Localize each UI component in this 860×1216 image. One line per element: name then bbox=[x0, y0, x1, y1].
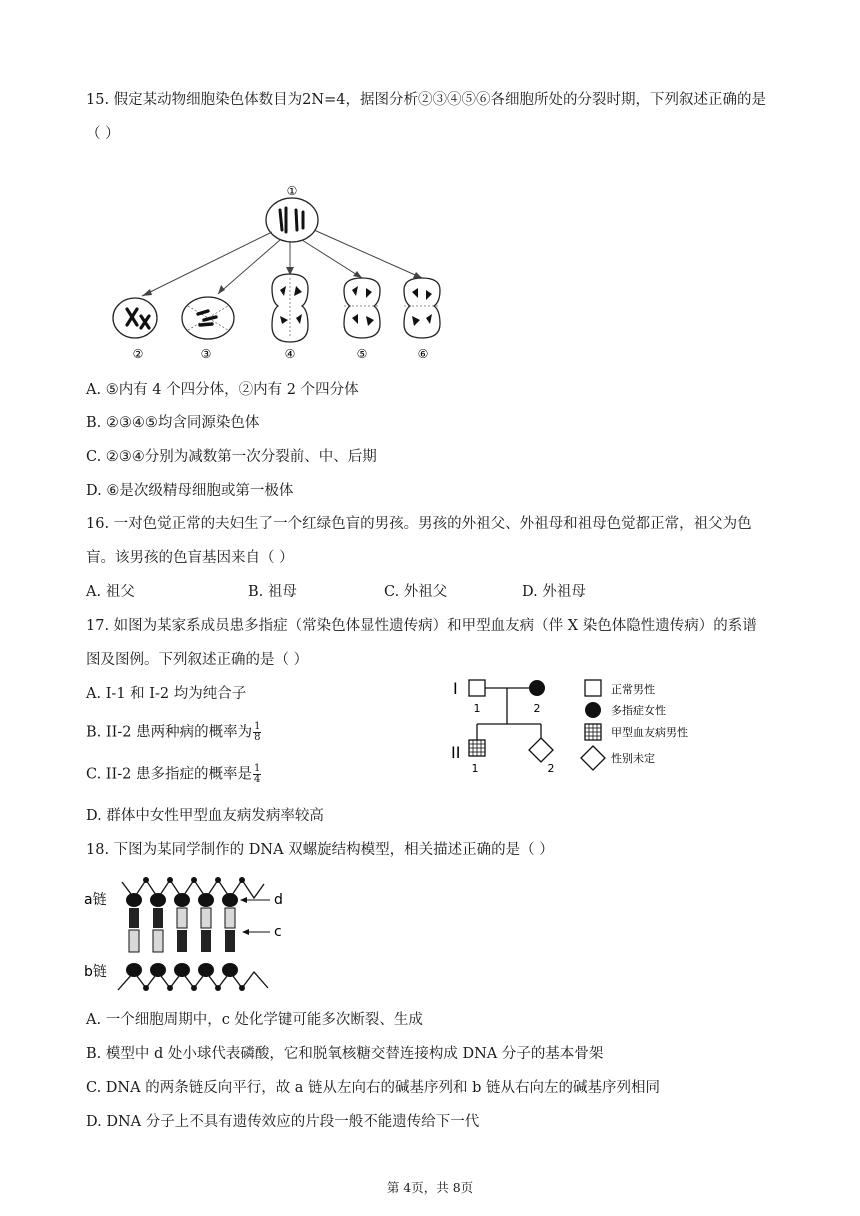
q17-option-b-fraction bbox=[253, 722, 261, 743]
figure-label-2: ② bbox=[132, 347, 144, 361]
individual-II-2 bbox=[529, 738, 553, 762]
q17-option-c-text: C. II-2 患多指症的概率是 bbox=[86, 766, 252, 783]
q18-option-b: B. 模型中 d 处小球代表磷酸，它和脱氧核糖交替连接构成 DNA 分子的基本骨架 bbox=[86, 1046, 604, 1062]
q17-stem-line1: 17. 如图为某家系成员患多指症（常染色体显性遗传病）和甲型血友病（伴 X 染色体隐性遗传病）的系谱 bbox=[86, 618, 757, 634]
q15-option-c: C. ②③④分别为减数第一次分裂前、中、后期 bbox=[86, 449, 377, 465]
individual-label-II-1: 1 bbox=[471, 762, 479, 775]
q17-option-d: D. 群体中女性甲型血友病发病率较高 bbox=[86, 808, 324, 824]
individual-label-I-1: 1 bbox=[473, 702, 481, 715]
chromosomes-cell-5 bbox=[352, 286, 374, 326]
figure-label-5: ⑤ bbox=[356, 347, 368, 361]
label-b-strand: b链 bbox=[84, 964, 107, 980]
q16-option-b: B. 祖母 bbox=[248, 584, 297, 600]
q16-option-a: A. 祖父 bbox=[86, 584, 135, 600]
generation-label-1: I bbox=[453, 679, 458, 698]
q17-stem-line2: 图及图例。下列叙述正确的是（ ） bbox=[86, 652, 309, 668]
q16-option-d: D. 外祖母 bbox=[522, 584, 586, 600]
fraction-numerator: 1 bbox=[254, 721, 261, 732]
figure-label-1: ① bbox=[286, 184, 298, 198]
individual-label-I-2: 2 bbox=[533, 702, 541, 715]
dna-model-figure bbox=[84, 872, 314, 996]
q15-stem-line2: （ ） bbox=[86, 126, 120, 142]
q18-option-d: D. DNA 分子上不具有遗传效应的片段一般不能遗传给下一代 bbox=[86, 1114, 480, 1130]
q17-option-a: A. I-1 和 I-2 均为纯合子 bbox=[86, 686, 247, 702]
figure-label-3: ③ bbox=[200, 347, 212, 361]
fraction-denominator: 8 bbox=[254, 732, 261, 743]
label-c: c bbox=[274, 924, 282, 940]
generation-label-2: II bbox=[451, 743, 461, 762]
q17-option-c bbox=[86, 764, 261, 785]
q18-option-a: A. 一个细胞周期中，c 处化学键可能多次断裂、生成 bbox=[86, 1012, 423, 1028]
chromosomes-cell-6 bbox=[412, 288, 432, 326]
fraction-numerator: 1 bbox=[254, 763, 261, 774]
figure-label-6: ⑥ bbox=[417, 347, 429, 361]
figure-label-4: ④ bbox=[284, 347, 296, 361]
page-footer: 第 4页，共 8页 bbox=[386, 1180, 474, 1195]
q17-option-c-fraction bbox=[253, 764, 261, 785]
legend-sex-unknown: 性别未定 bbox=[611, 752, 655, 765]
cell-division-figure bbox=[100, 178, 480, 364]
individual-I-1 bbox=[469, 680, 485, 696]
chromosomes-cell-2 bbox=[127, 309, 149, 328]
label-d: d bbox=[274, 892, 283, 908]
legend-sex-unknown-icon bbox=[581, 746, 605, 770]
q18-stem: 18. 下图为某同学制作的 DNA 双螺旋结构模型，相关描述正确的是（ ） bbox=[86, 842, 554, 858]
q17-option-b-text: B. II-2 患两种病的概率为 bbox=[86, 724, 253, 741]
legend-normal-male: 正常男性 bbox=[611, 683, 655, 696]
individual-II-1 bbox=[469, 740, 485, 756]
fraction-denominator: 4 bbox=[254, 774, 261, 785]
q16-stem-line2: 盲。该男孩的色盲基因来自（ ） bbox=[86, 550, 294, 566]
chromosomes-cell-1 bbox=[280, 208, 303, 232]
individual-label-II-2: 2 bbox=[547, 762, 555, 775]
chromosomes-cell-3 bbox=[198, 311, 216, 325]
q17-option-b bbox=[86, 722, 261, 743]
legend-polydactyly-female: 多指症女性 bbox=[611, 704, 666, 717]
q16-stem-line1: 16. 一对色觉正常的夫妇生了一个红绿色盲的男孩。男孩的外祖父、外祖母和祖母色觉都正常，祖父为色 bbox=[86, 516, 752, 532]
label-a-strand: a链 bbox=[84, 892, 107, 908]
legend-hemophilia-male-icon bbox=[585, 724, 601, 740]
individual-I-2 bbox=[529, 680, 545, 696]
legend-hemophilia-male: 甲型血友病男性 bbox=[611, 726, 688, 739]
pedigree-figure bbox=[445, 672, 735, 784]
q15-option-a: A. ⑤内有 4 个四分体，②内有 2 个四分体 bbox=[86, 382, 359, 398]
legend-polydactyly-female-icon bbox=[585, 702, 601, 718]
legend-normal-male-icon bbox=[585, 680, 601, 696]
chromosomes-cell-4 bbox=[280, 286, 302, 324]
q18-option-c: C. DNA 的两条链反向平行，故 a 链从左向右的碱基序列和 b 链从右向左的碱基序列相同 bbox=[86, 1080, 661, 1096]
q15-option-d: D. ⑥是次级精母细胞或第一极体 bbox=[86, 483, 294, 499]
base-pairs bbox=[126, 893, 238, 977]
q15-stem-line1: 15. 假定某动物细胞染色体数目为2N=4，据图分析②③④⑤⑥各细胞所处的分裂时期，下列叙述正确的是 bbox=[86, 92, 766, 108]
q16-option-c: C. 外祖父 bbox=[384, 584, 448, 600]
q15-option-b: B. ②③④⑤均含同源染色体 bbox=[86, 415, 260, 431]
